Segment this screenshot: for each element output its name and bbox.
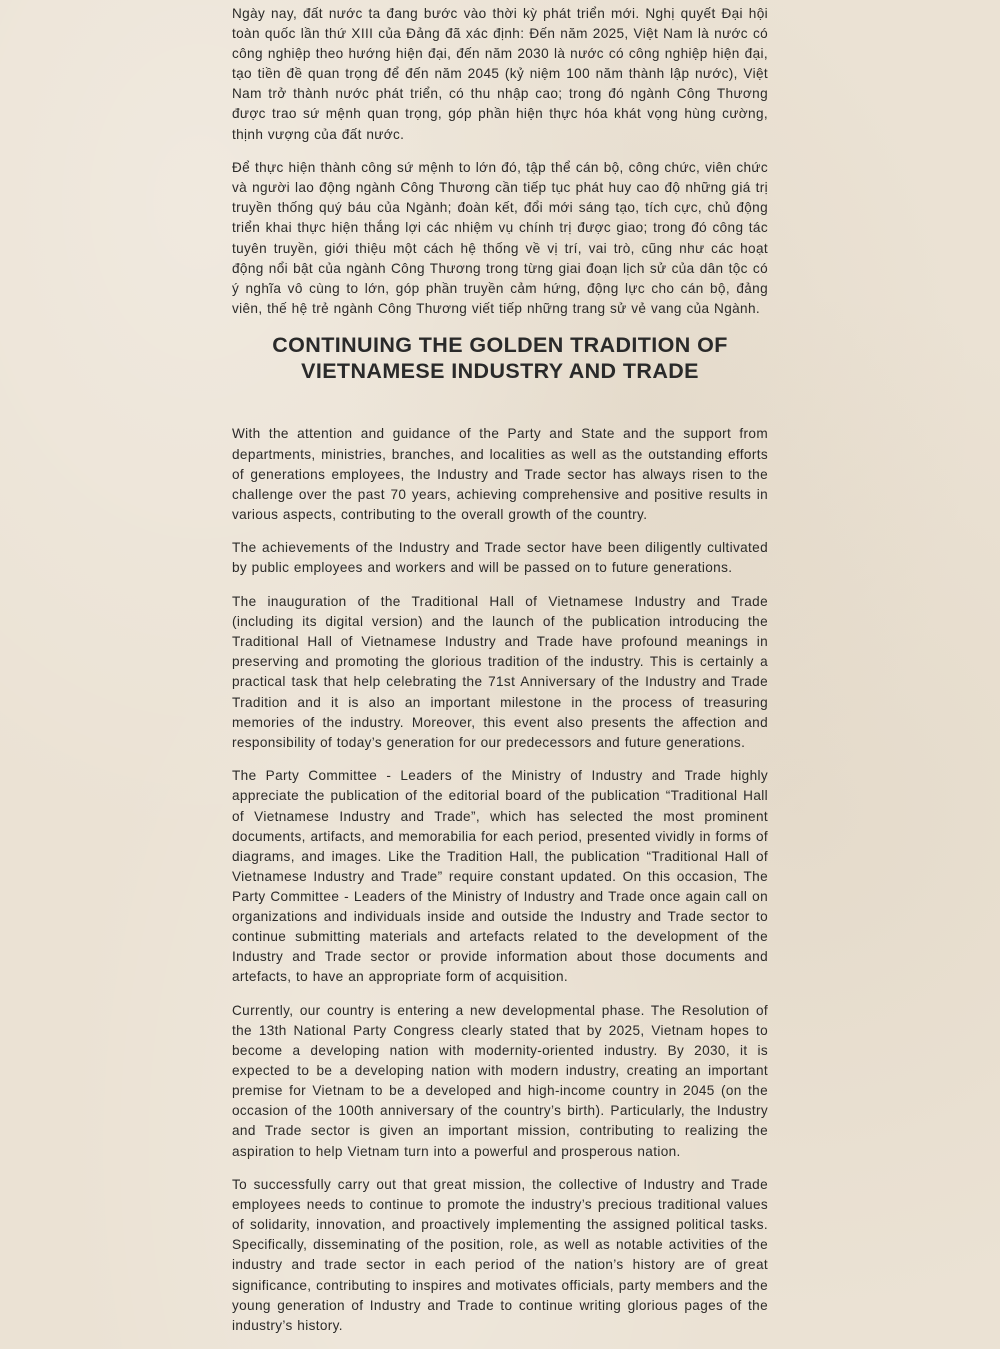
section-title-line-1: CONTINUING THE GOLDEN TRADITION OF xyxy=(272,333,728,358)
english-paragraph-2: The achievements of the Industry and Trade sector have been diligently cultivated by public employees and workers and will be passed on to future generations. xyxy=(232,540,768,576)
document-page xyxy=(232,4,768,1349)
english-paragraph-4: The Party Committee - Leaders of the Ministry of Industry and Trade highly appreciate the publication of the editorial board of the publication “Traditional Hall of Vietnamese Industry and Trade”, which has selected the most prominent documents, artifacts, and memorabilia for each period, presented vividly in forms of diagrams, and images. Like the Tradition Hall, the publication “Traditional Hall of Vietnamese Industry and Trade” require constant updated. On this occasion, The Party Committee - Leaders of the Ministry of Industry and Trade once again call on organizations and individuals inside and outside the Industry and Trade sector to continue submitting materials and artefacts related to the development of the Industry and Trade sector or provide information about those documents and artefacts, to have an appropriate form of acquisition. xyxy=(232,768,768,985)
english-paragraph-5: Currently, our country is entering a new developmental phase. The Resolution of the 13th National Party Congress clearly stated that by 2025, Vietnam hopes to become a developing nation with modernity-oriented industry. By 2030, it is expected to be a developing nation with modern industry, creating an important premise for Vietnam to be a developed and high-income country in 2045 (on the occasion of the 100th anniversary of the country’s birth). Particularly, the Industry and Trade sector is given an important mission, contributing to realizing the aspiration to help Vietnam turn into a powerful and prosperous nation. xyxy=(232,1002,768,1159)
section-title xyxy=(232,332,768,424)
english-paragraph-6: To successfully carry out that great mission, the collective of Industry and Trade employees needs to continue to promote the industry’s precious traditional values of solidarity, innovation, and proactively implementing the assigned political tasks. Specifically, disseminating of the position, role, as well as notable activities of the industry and trade sector in each period of the nation’s history are of great significance, contributing to inspires and motivates officials, party members and the young generation of Industry and Trade to continue writing glorious pages of the industry’s history. xyxy=(232,1177,768,1333)
vietnamese-paragraph-1: Ngày nay, đất nước ta đang bước vào thời kỳ phát triển mới. Nghị quyết Đại hội toàn quốc lần thứ XIII của Đảng đã xác định: Đến năm 2025, Việt Nam là nước có công nghiệp theo hướng hiện đại, đến năm 2030 là nước có công nghiệp hiện đại, tạo tiền đề quan trọng để đến năm 2045 (kỷ niệm 100 năm thành lập nước), Việt Nam trở thành nước phát triển, có thu nhập cao; trong đó ngành Công Thương được trao sứ mệnh quan trọng, góp phần hiện thực hóa khát vọng hùng cường, thịnh vượng của đất nước. xyxy=(232,6,768,142)
english-paragraph-1: With the attention and guidance of the Party and State and the support from departments, ministries, branches, and localities as well as the outstanding efforts of generations employees, the Industry and Trade sector has always risen to the challenge over the past 70 years, achieving comprehensive and positive results in various aspects, contributing to the overall growth of the country. xyxy=(232,426,768,522)
vietnamese-paragraph-2: Để thực hiện thành công sứ mệnh to lớn đó, tập thể cán bộ, công chức, viên chức và người lao động ngành Công Thương cần tiếp tục phát huy cao độ những giá trị truyền thống quý báu của Ngành; đoàn kết, đổi mới sáng tạo, tích cực, chủ động triển khai thực hiện thắng lợi các nhiệm vụ chính trị được giao; trong đó công tác tuyên truyền, giới thiệu một cách hệ thống về vị trí, vai trò, cũng như các hoạt động nổi bật của ngành Công Thương trong từng giai đoạn lịch sử của dân tộc có ý nghĩa vô cùng to lớn, góp phần truyền cảm hứng, động lực cho cán bộ, đảng viên, thế hệ trẻ ngành Công Thương viết tiếp những trang sử vẻ vang của Ngành. xyxy=(232,160,768,316)
section-title-line-2: VIETNAMESE INDUSTRY AND TRADE xyxy=(301,359,699,384)
english-paragraph-3: The inauguration of the Traditional Hall of Vietnamese Industry and Trade (including its digital version) and the launch of the publication introducing the Traditional Hall of Vietnamese Industry and Trade have profound meanings in preserving and promoting the glorious tradition of the industry. This is certainly a practical task that help celebrating the 71st Anniversary of the Industry and Trade Tradition and it is also an important milestone in the process of treasuring memories of the industry. Moreover, this event also presents the affection and responsibility of today’s generation for our predecessors and future generations. xyxy=(232,594,768,750)
